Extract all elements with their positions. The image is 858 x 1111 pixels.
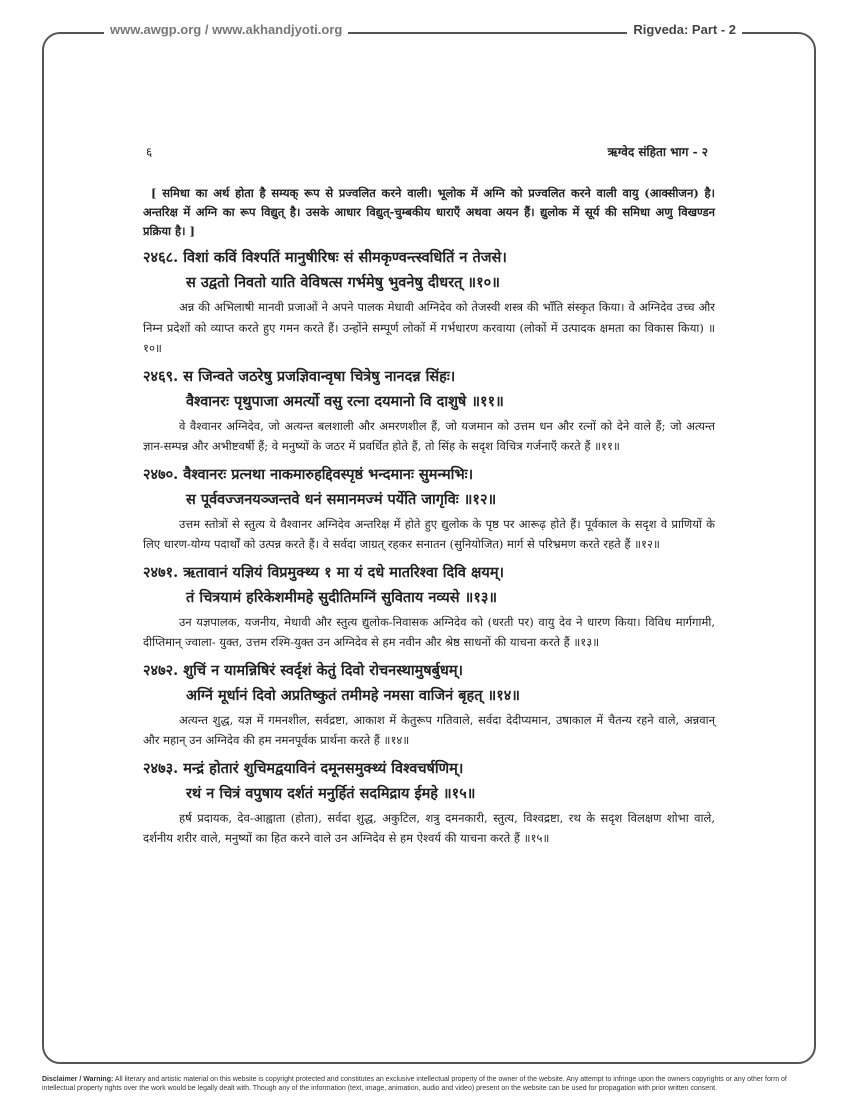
verse-line-2: वैश्वानरः पृथुपाजा अमर्त्यो वसु रत्ना दयमानो वि दाशुषे ॥११॥: [186, 392, 504, 410]
verse-line-2: तं चित्रयामं हरिकेशमीमहे सुदीतिमग्निं सुविताय नव्यसे ॥१३॥: [186, 588, 498, 606]
verse-2470: [143, 462, 715, 512]
verse-meaning: उत्तम स्तोत्रों से स्तुत्य ये वैश्वानर अग्निदेव अन्तरिक्ष में होते हुए द्युलोक के पृष्ठ पर आरूढ़ होते हैं। पूर्वकाल के सदृश वे प्राणियों के लिए धारण-योग्य पदार्थों को उत्पन्न करते हैं। वे सर्वदा जाग्रत् रहकर सनातन (सुनियोजित) मार्ग से परिभ्रमण करते रहते हैं ॥१२॥: [143, 516, 715, 551]
verse-line-1: २४६९. स जिन्वते जठरेषु प्रजज्ञिवान्वृषा चित्रेषु नानदन्न सिंहः।: [143, 367, 456, 385]
disclaimer: [42, 1075, 818, 1093]
verse-meaning: हर्ष प्रदायक, देव-आह्वाता (होता), सर्वदा शुद्ध, अकुटिल, शत्रु दमनकारी, स्तुत्य, विश्वद्रष्टा, रथ के सदृश विलक्षण शोभा वाले, दर्शनीय शरीर वाले, मनुष्यों का हित करने वाले उन अग्निदेव से हम ऐश्वर्य की याचना करते हैं ॥१५॥: [143, 810, 715, 845]
disclaimer-text: All literary and artistic material on this website is copyright protected and constitutes an exclusive intellectual property of the owner of the website. Any attempt to infringe upon the owners copyrights or any other form of intellectual property rights over the work would be legally dealt with. Though any of the information (text, image, animation, audio and video) present on the website can be used for propagation with prior written consent.: [42, 1076, 787, 1092]
header-book-title: Rigveda: Part - 2: [627, 22, 742, 37]
verse-line-2: रथं न चित्रं वपुषाय दर्शतं मनुर्हितं सदमिद्राय ईमहे ॥१५॥: [186, 784, 476, 802]
verse-line-2: स पूर्ववज्जनयञ्जन्तवे धनं समानमज्मं पर्येति जागृविः ॥१२॥: [186, 490, 497, 508]
verse-2468: [143, 245, 715, 295]
verse-meaning: उन यज्ञपालक, यजनीय, मेधावी और स्तुत्य द्युलोक-निवासक अग्निदेव को (धरती पर) वायु देव ने धारण किया। विविध मार्गगामी, दीप्तिमान् ज्वाला- युक्त, उत्तम रश्मि-युक्त उन अग्निदेव से हम नवीन और श्रेष्ठ साधनों की याचना करते हैं ॥१३॥: [143, 614, 715, 649]
verse-line-1: २४७२. शुचिं न यामन्निषिरं स्वर्दृशं केतुं दिवो रोचनस्थामुषर्बुधम्।: [143, 661, 464, 679]
verse-2471: [143, 560, 715, 610]
verse-line-1: २४७३. मन्द्रं होतारं शुचिमद्वयाविनं दमूनसमुक्थ्यं विश्वचर्षणिम्।: [143, 759, 464, 777]
verse-meaning: अत्यन्त शुद्ध, यज्ञ में गमनशील, सर्वद्रष्टा, आकाश में केतुरूप गतिवाले, सर्वदा देदीप्यमान, उषाकाल में चैतन्य रहने वाले, अन्नवान् और महान् उन अग्निदेव की हम नमनपूर्वक प्रार्थना करते हैं ॥१४॥: [143, 712, 715, 747]
disclaimer-label: Disclaimer / Warning:: [42, 1076, 114, 1083]
verse-2473: [143, 756, 715, 806]
verse-2472: [143, 658, 715, 708]
header-site-url: www.awgp.org / www.akhandjyoti.org: [104, 22, 348, 37]
verse-2469: [143, 364, 715, 414]
running-head: ऋग्वेद संहिता भाग - २: [607, 145, 708, 159]
intro-note: [ समिधा का अर्थ होता है सम्यक् रूप से प्रज्वलित करने वाली। भूलोक में अग्नि को प्रज्वलित करने वाली वायु (आक्सीजन) है। अन्तरिक्ष में अग्नि का रूप विद्युत् है। उसके आधार विद्युत्-चुम्बकीय धाराएँ अथवा अयन हैं। द्युलोक में सूर्य की समिधा अणु विखण्डन प्रक्रिया है। ]: [143, 186, 715, 238]
verse-line-1: २४७०. वैश्वानरः प्रत्नथा नाकमारुहद्दिवस्पृष्ठं भन्दमानः सुमन्मभिः।: [143, 465, 474, 483]
verse-line-2: अग्निं मूर्धानं दिवो अप्रतिष्कुतं तमीमहे नमसा वाजिनं बृहत् ॥१४॥: [186, 686, 520, 704]
verse-line-1: २४६८. विशां कविं विश्पतिं मानुषीरिषः सं सीमकृण्वन्त्स्वधितिं न तेजसे।: [143, 249, 507, 266]
page-number: ६: [146, 145, 153, 159]
verse-meaning: वे वैश्वानर अग्निदेव, जो अत्यन्त बलशाली और अमरणशील हैं, जो यजमान को उत्तम धन और रत्नों को देने वाले हैं; जो अत्यन्त ज्ञान-सम्पन्न और अभीष्टवर्षी हैं; वे मनुष्यों के जठर में प्रवर्धित होते हैं, तो सिंह के सदृश विचित्र गर्जनाएँ करते हैं ॥११॥: [143, 418, 715, 453]
page-content: [143, 184, 715, 854]
verse-line-2: स उद्वतो निवतो याति वेविषत्स गर्भमेषु भुवनेषु दीधरत् ॥१०॥: [186, 274, 500, 291]
verse-line-1: २४७१. ऋतावानं यज्ञियं विप्रमुक्थ्य १ मा यं दधे मातरिश्वा दिवि क्षयम्।: [143, 563, 504, 581]
verse-meaning: अन्न की अभिलाषी मानवी प्रजाओं ने अपने पालक मेधावी अग्निदेव को तेजस्वी शस्त्र की भाँति संस्कृत किया। वे अग्निदेव उच्च और निम्न प्रदेशों को व्याप्त करते हुए गमन करते हैं। उन्होंने सम्पूर्ण लोकों में गर्भधारण करवाया (लोकों में उत्पादक क्षमता का विकास किया) ॥१०॥: [143, 300, 715, 355]
